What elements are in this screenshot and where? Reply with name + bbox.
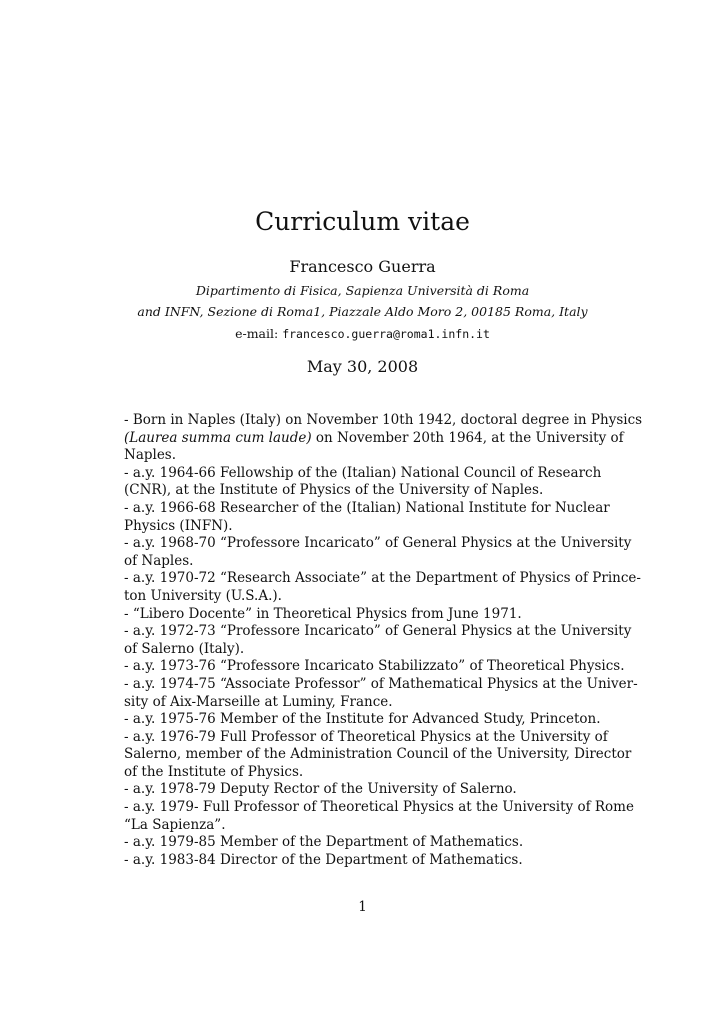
cv-line-rest: on November 20th 1964, at the University of xyxy=(311,429,624,446)
cv-line: of Salerno (Italy). xyxy=(124,640,245,657)
cv-line: of Naples. xyxy=(124,552,194,569)
cv-line: - a.y. 1975-76 Member of the Institute for Advanced Study, Princeton. xyxy=(124,711,601,728)
cv-line: - a.y. 1964-66 Fellowship of the (Italian) National Council of Research xyxy=(124,464,602,481)
cv-line: - a.y. 1979-85 Member of the Department of Mathematics. xyxy=(124,834,524,851)
cv-line: - a.y. 1976-79 Full Professor of Theoretical Physics at the University of xyxy=(124,728,608,745)
cv-line: - a.y. 1978-79 Deputy Rector of the University of Salerno. xyxy=(124,781,517,798)
cv-line: - Born in Naples (Italy) on November 10th 1942, doctoral degree in Physics xyxy=(124,412,643,428)
email-label: e-mail: xyxy=(235,326,283,341)
cv-line: of the Institute of Physics. xyxy=(124,763,304,780)
page-number: 1 xyxy=(358,899,367,915)
email-address: francesco.guerra@roma1.infn.it xyxy=(282,327,490,341)
cv-line: - “Libero Docente” in Theoretical Physics from June 1971. xyxy=(124,605,522,622)
affiliation-line-2: and INFN, Sezione di Roma1, Piazzale Aldo Moro 2, 00185 Roma, Italy xyxy=(137,304,588,319)
cv-line-italic: (Laurea summa cum laude) xyxy=(124,429,312,446)
document-title: Curriculum vitae xyxy=(255,207,470,236)
affiliation-line-1: Dipartimento di Fisica, Sapienza Università di Roma xyxy=(195,283,530,298)
cv-line: - a.y. 1966-68 Researcher of the (Italian) National Institute for Nuclear xyxy=(124,499,610,516)
cv-line: “La Sapienza”. xyxy=(124,816,226,833)
cv-line: - a.y. 1983-84 Director of the Department of Mathematics. xyxy=(124,851,523,868)
cv-line: - a.y. 1968-70 “Professore Incaricato” of General Physics at the University xyxy=(124,535,632,552)
cv-line: Salerno, member of the Administration Council of the University, Director xyxy=(124,746,632,763)
cv-line: - a.y. 1972-73 “Professore Incaricato” of General Physics at the University xyxy=(124,623,632,640)
cv-line: - a.y. 1973-76 “Professore Incaricato Stabilizzato” of Theoretical Physics. xyxy=(124,658,625,675)
cv-line: Physics (INFN). xyxy=(124,517,233,534)
email-line xyxy=(0,324,725,344)
author-name: Francesco Guerra xyxy=(289,257,436,276)
document-date: May 30, 2008 xyxy=(306,357,419,376)
cv-line: - a.y. 1970-72 “Research Associate” at the Department of Physics of Prince- xyxy=(124,570,641,587)
cv-line: - a.y. 1979- Full Professor of Theoretical Physics at the University of Rome xyxy=(124,799,634,816)
cv-line: ton University (U.S.A.). xyxy=(124,587,282,604)
cv-line xyxy=(124,429,624,448)
cv-body xyxy=(124,412,643,869)
cv-line: Naples. xyxy=(124,447,177,464)
cv-line: sity of Aix-Marseille at Luminy, France. xyxy=(124,693,393,710)
cv-line: (CNR), at the Institute of Physics of the University of Naples. xyxy=(124,482,544,499)
cv-line: - a.y. 1974-75 “Associate Professor” of Mathematical Physics at the Univer- xyxy=(124,675,638,692)
